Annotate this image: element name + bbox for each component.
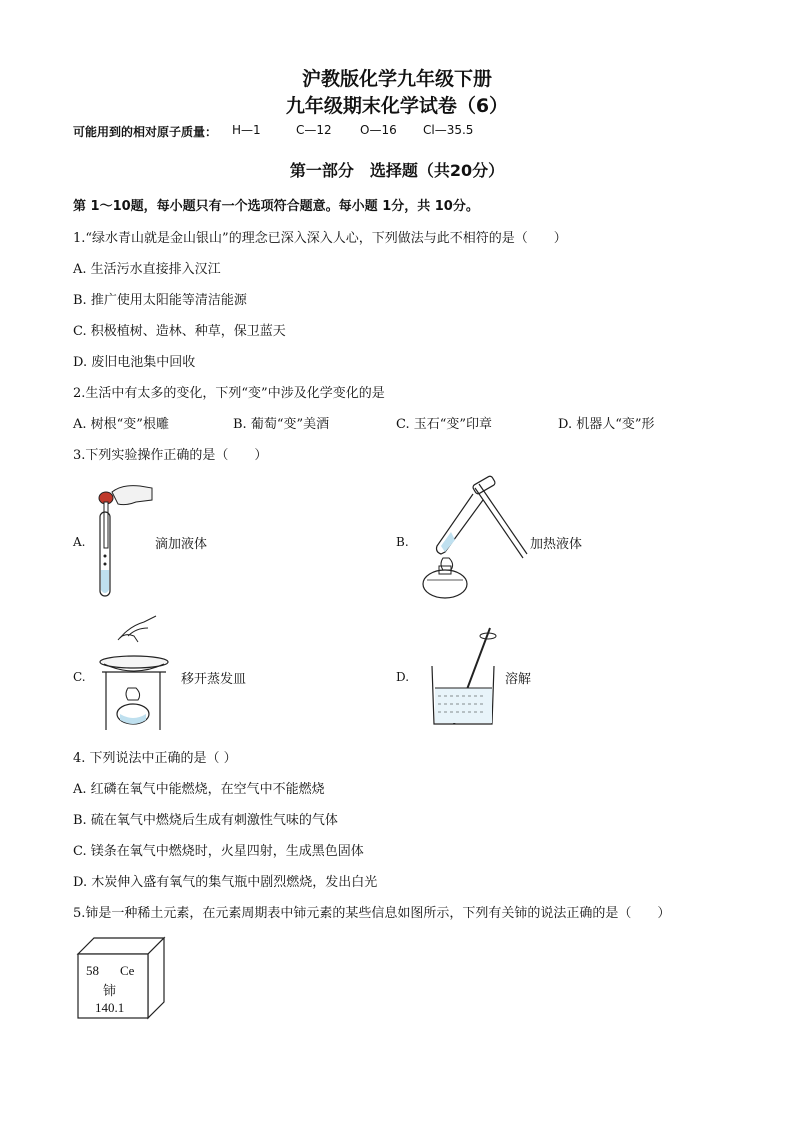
q4-option-b: B. 硫在氧气中燃烧后生成有刺激性气味的气体 [73,813,338,828]
q3-option-b-letter: B. [396,535,409,549]
evaporating-dish-illustration [94,614,174,732]
q3-option-a-label: 滴加液体 [155,537,208,552]
exam-title-line2: 九年级期末化学试卷（6） [285,95,509,117]
section-instruction: 第 1～10题，每小题只有一个选项符合题意。每小题 1分，共 10分。 [73,199,479,214]
q4-option-a: A. 红磷在氧气中能燃烧，在空气中不能燃烧 [73,782,325,797]
q1-option-b: B. 推广使用太阳能等清洁能源 [73,293,247,308]
q1-option-a: A. 生活污水直接排入汉江 [73,262,221,277]
q2-option-c: C. 玉石“变”印章 [396,417,493,432]
q2-option-b: B. 葡萄“变”美酒 [233,417,330,432]
q3-option-a-letter: A. [73,535,86,549]
q3-option-c-label: 移开蒸发皿 [181,672,247,687]
element-name: 铈 [103,983,117,998]
atomic-mass-c: C—12 [296,123,332,137]
q2-option-d: D. 机器人“变”形 [558,417,655,432]
atomic-mass-h: H—1 [232,123,261,137]
atomic-mass-o: O—16 [360,123,397,137]
heating-liquid-illustration [415,480,535,602]
q1-option-d: D. 废旧电池集中回收 [73,355,196,370]
q4-option-c: C. 镁条在氧气中燃烧时，火星四射，生成黑色固体 [73,844,364,859]
element-atomic-mass: 140.1 [95,1000,125,1015]
q1-stem: 1.“绿水青山就是金山银山”的理念已深入深入人心，下列做法与此不相符的是（ ） [73,231,567,246]
dropper-illustration [92,478,154,600]
q2-stem: 2.生活中有太多的变化，下列“变”中涉及化学变化的是 [73,386,385,401]
atomic-mass-label: 可能用到的相对原子质量： [73,125,218,139]
q4-stem: 4. 下列说法中正确的是（ ） [73,751,237,766]
element-atomic-number: 58 [86,963,99,978]
q5-stem: 5.铈是一种稀土元素，在元素周期表中铈元素的某些信息如图所示，下列有关铈的说法正确的是（ ） [73,906,671,921]
q1-option-c: C. 积极植树、造林、种草，保卫蓝天 [73,324,286,339]
exam-title-line1: 沪教版化学九年级下册 [301,68,492,90]
atomic-mass-cl: Cl—35.5 [423,123,474,137]
element-symbol: Ce [120,963,135,978]
q3-option-d-letter: D. [396,670,410,684]
q4-option-d: D. 木炭伸入盛有氧气的集气瓶中剧烈燃烧，发出白光 [73,875,378,890]
q3-option-d-label: 溶解 [505,672,532,687]
q2-option-a: A. 树根“变”根雕 [73,417,169,432]
q3-stem: 3.下列实验操作正确的是（ ） [73,448,268,463]
section-title: 第一部分 选择题（共20分） [289,161,505,180]
dissolving-illustration [428,624,500,728]
q3-option-b-label: 加热液体 [530,537,583,552]
q3-option-c-letter: C. [73,670,86,684]
